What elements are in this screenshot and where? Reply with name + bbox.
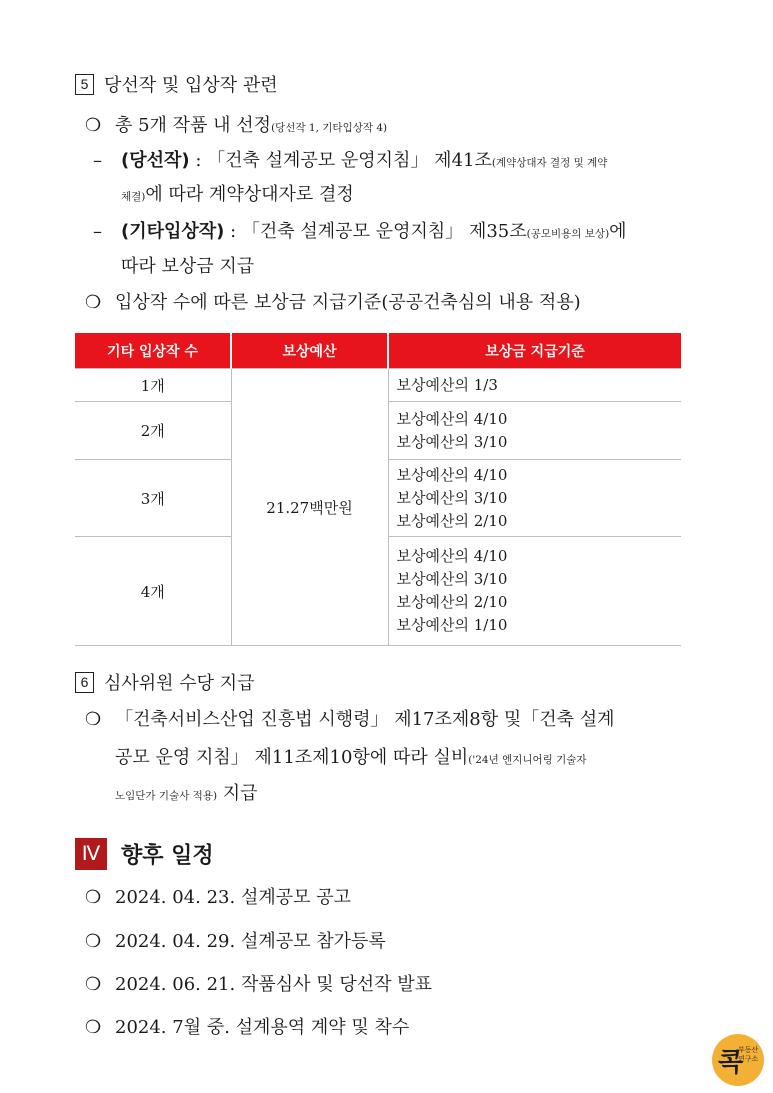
count-cell: 2개 bbox=[75, 402, 231, 460]
section-5-title: 당선작 및 입상작 관련 bbox=[104, 75, 278, 96]
schedule-item bbox=[85, 886, 351, 910]
dash-text: : 「건축 설계공모 운영지침」 제41조 bbox=[189, 150, 492, 171]
criteria-line: 보상예산의 3/10 bbox=[396, 432, 508, 451]
criteria-line: 보상예산의 3/10 bbox=[396, 570, 508, 588]
bullet-item bbox=[85, 291, 581, 315]
dash-cont-note: 체결) bbox=[121, 191, 146, 203]
dash-label: (당선작) bbox=[121, 150, 190, 171]
watermark-logo bbox=[712, 1034, 764, 1086]
criteria-line: 보상예산의 4/10 bbox=[396, 547, 508, 565]
criteria-cell bbox=[388, 369, 681, 402]
dash-note: (계약상대자 결정 및 계약 bbox=[491, 157, 608, 169]
bullet-item bbox=[85, 708, 615, 732]
criteria-line: 보상예산의 1/10 bbox=[396, 616, 508, 634]
dash-item bbox=[93, 149, 607, 175]
bullet-text: 공모 운영 지침」 제11조제10항에 따라 실비 bbox=[115, 747, 469, 768]
dash-icon: – bbox=[93, 221, 102, 242]
section-number-box: 5 bbox=[75, 74, 94, 95]
bullet-icon: ❍ bbox=[85, 709, 102, 730]
logo-text: 부동산 연구소 bbox=[738, 1046, 759, 1063]
section-number-box: 6 bbox=[75, 672, 94, 693]
bullet-continuation bbox=[115, 746, 587, 772]
schedule-item bbox=[85, 930, 386, 954]
dash-tail: 에 bbox=[609, 221, 627, 242]
bullet-icon: ❍ bbox=[85, 1017, 102, 1038]
section-iv-title: 향후 일정 bbox=[121, 843, 214, 869]
schedule-item bbox=[85, 973, 432, 997]
bullet-text: 총 5개 작품 내 선정 bbox=[115, 115, 272, 136]
bullet-icon: ❍ bbox=[85, 115, 102, 136]
schedule-text: 2024. 7월 중. 설계용역 계약 및 착수 bbox=[115, 1017, 410, 1038]
bullet-icon: ❍ bbox=[85, 887, 102, 908]
schedule-text: 2024. 04. 29. 설계공모 참가등록 bbox=[115, 931, 386, 952]
criteria-line: 보상예산의 4/10 bbox=[396, 465, 508, 484]
dash-text: : 「건축 설계공모 운영지침」 제35조 bbox=[224, 221, 527, 242]
bullet-item bbox=[85, 114, 387, 140]
bullet-icon: ❍ bbox=[85, 292, 102, 313]
reward-table bbox=[75, 333, 681, 646]
criteria-cell bbox=[388, 460, 681, 537]
schedule-text: 2024. 04. 23. 설계공모 공고 bbox=[115, 887, 351, 908]
count-cell: 4개 bbox=[75, 537, 231, 646]
section-iv-heading bbox=[75, 838, 214, 870]
count-cell: 1개 bbox=[75, 369, 231, 402]
criteria-line: 보상예산의 1/3 bbox=[396, 375, 498, 394]
header-budget: 보상예산 bbox=[231, 333, 388, 369]
bullet-icon: ❍ bbox=[85, 931, 102, 952]
criteria-cell bbox=[388, 402, 681, 460]
section-5-heading bbox=[75, 74, 278, 98]
bullet-icon: ❍ bbox=[85, 974, 102, 995]
bullet-text: 지급 bbox=[217, 783, 258, 804]
bullet-note: (당선작 1, 기타입상작 4) bbox=[271, 122, 388, 134]
criteria-line: 보상예산의 4/10 bbox=[396, 409, 508, 428]
dash-item bbox=[93, 220, 627, 246]
logo-char: 콕 bbox=[718, 1048, 744, 1078]
budget-cell: 21.27백만원 bbox=[231, 369, 388, 646]
criteria-line: 보상예산의 2/10 bbox=[396, 593, 508, 611]
table-row bbox=[75, 369, 681, 402]
table-header-row bbox=[75, 333, 681, 369]
dash-label: (기타입상작) bbox=[121, 221, 225, 242]
dash-icon: – bbox=[93, 150, 102, 171]
bullet-continuation bbox=[115, 782, 258, 808]
bullet-note: 노임단가 기술사 적용) bbox=[115, 790, 218, 802]
header-criteria: 보상금 지급기준 bbox=[388, 333, 681, 369]
bullet-text: 「건축서비스산업 진흥법 시행령」 제17조제8항 및「건축 설계 bbox=[115, 709, 615, 730]
dash-note: (공모비용의 보상) bbox=[526, 228, 610, 240]
header-count: 기타 입상작 수 bbox=[75, 333, 231, 369]
section-6-title: 심사위원 수당 지급 bbox=[104, 673, 255, 694]
section-6-heading bbox=[75, 672, 255, 696]
dash-cont-text: 에 따라 계약상대자로 결정 bbox=[145, 184, 354, 205]
section-iv-badge: Ⅳ bbox=[75, 838, 107, 870]
dash-continuation bbox=[121, 183, 354, 209]
dash-continuation bbox=[121, 255, 254, 279]
dash-cont-text: 따라 보상금 지급 bbox=[121, 256, 255, 277]
count-cell: 3개 bbox=[75, 460, 231, 537]
criteria-cell bbox=[388, 537, 681, 646]
schedule-item bbox=[85, 1016, 409, 1040]
criteria-line: 보상예산의 2/10 bbox=[396, 511, 508, 530]
bullet-note: ('24년 엔지니어링 기술자 bbox=[468, 754, 587, 766]
schedule-text: 2024. 06. 21. 작품심사 및 당선작 발표 bbox=[115, 974, 432, 995]
criteria-line: 보상예산의 3/10 bbox=[396, 488, 508, 507]
bullet-text: 입상작 수에 따른 보상금 지급기준(공공건축심의 내용 적용) bbox=[115, 292, 581, 313]
